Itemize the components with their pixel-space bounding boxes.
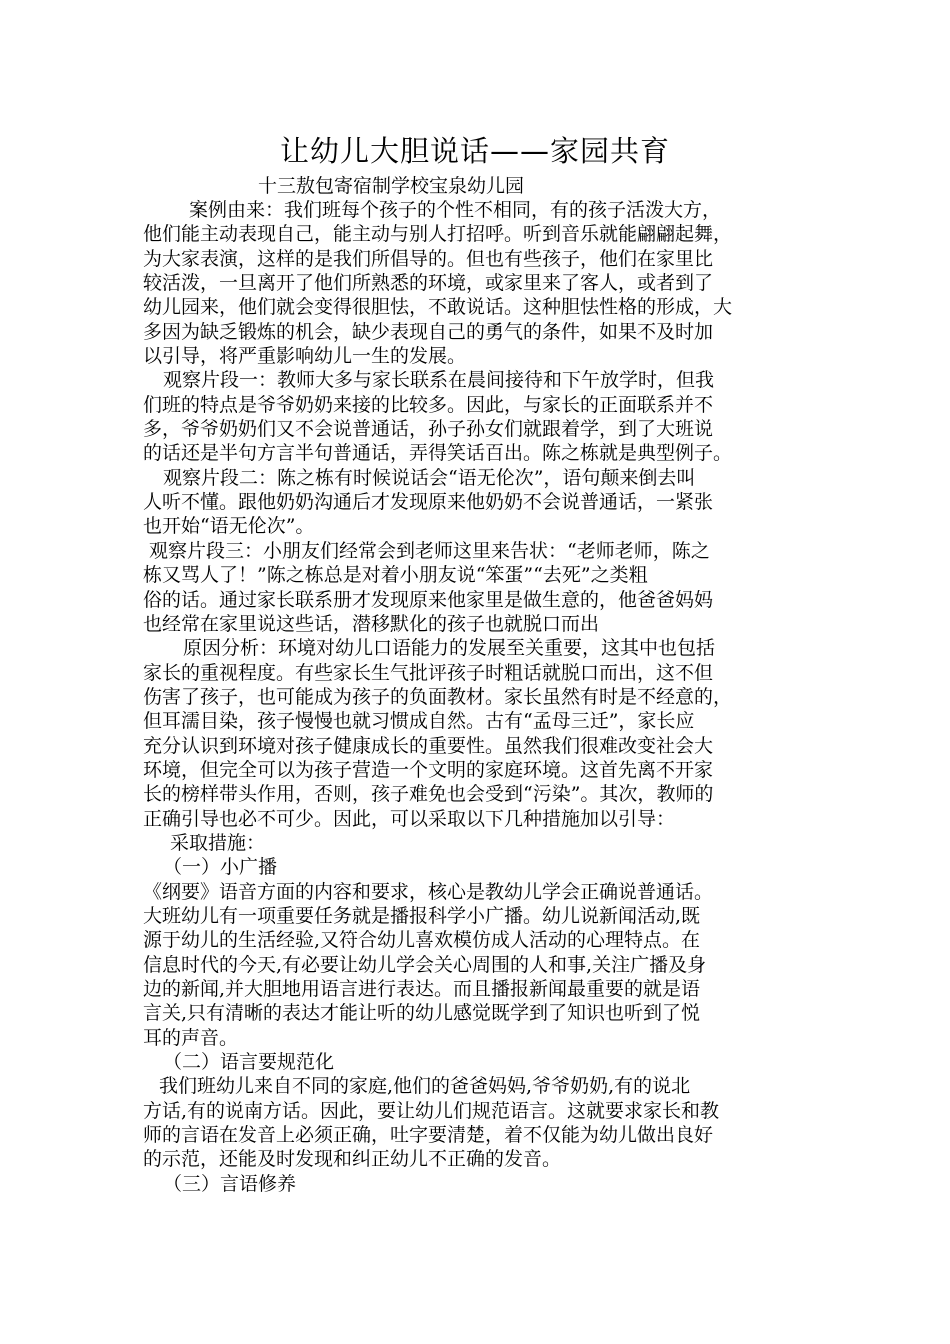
body-line: 较活泼，一旦离开了他们所熟悉的环境，或家里来了客人，或者到了 xyxy=(143,272,714,295)
body-line: 观察片段二：陈之栋有时候说话会“语无伦次”，语句颠来倒去叫 xyxy=(163,466,696,489)
body-line: 源于幼儿的生活经验,又符合幼儿喜欢模仿成人活动的心理特点。在 xyxy=(143,929,701,952)
body-line: 采取措施： xyxy=(170,831,266,854)
body-line: 栋又骂人了！”陈之栋总是对着小朋友说“笨蛋”“去死”之类粗 xyxy=(143,564,648,587)
body-line: 大班幼儿有一项重要任务就是播报科学小广播。幼儿说新闻活动,既 xyxy=(143,904,701,927)
body-line: 幼儿园来，他们就会变得很胆怯，不敢说话。这种胆怯性格的形成，大 xyxy=(143,296,733,319)
body-line: 们班的特点是爷爷奶奶来接的比较多。因此，与家长的正面联系并不 xyxy=(143,393,714,416)
body-line: 俗的话。通过家长联系册才发现原来他家里是做生意的，他爸爸妈妈 xyxy=(143,588,714,611)
document-title: 让幼儿大胆说话——家园共育 xyxy=(279,134,670,168)
body-line: 充分认识到环境对孩子健康成长的重要性。虽然我们很难改变社会大 xyxy=(143,734,714,757)
body-line: （一）小广播 xyxy=(163,856,278,879)
body-line: 的示范，还能及时发现和纠正幼儿不正确的发音。 xyxy=(143,1148,562,1171)
body-line: 但耳濡目染，孩子慢慢也就习惯成自然。古有“孟母三迁”，家长应 xyxy=(143,710,695,733)
body-line: 边的新闻,并大胆地用语言进行表达。而且播报新闻最重要的就是语 xyxy=(143,978,701,1000)
body-line: 观察片段三：小朋友们经常会到老师这里来告状：“老师老师，陈之 xyxy=(149,539,710,562)
body-line: 原因分析：环境对幼儿口语能力的发展至关重要，这其中也包括 xyxy=(183,637,716,660)
body-line: 我们班幼儿来自不同的家庭,他们的爸爸妈妈,爷爷奶奶,有的说北 xyxy=(159,1075,691,1098)
body-line: 伤害了孩子，也可能成为孩子的负面教材。家长虽然有时是不经意的， xyxy=(143,685,733,708)
document-author: 十三敖包寄宿制学校宝泉幼儿园 xyxy=(258,175,525,197)
body-line: 言关,只有清晰的表达才能让听的幼儿感觉既学到了知识也听到了悦 xyxy=(143,1002,701,1025)
body-line: 多因为缺乏锻炼的机会，缺少表现自己的勇气的条件，如果不及时加 xyxy=(143,320,714,343)
body-line: 信息时代的今天,有必要让幼儿学会关心周围的人和事,关注广播及身 xyxy=(143,953,707,976)
body-line: 正确引导也必不可少。因此，可以采取以下几种措施加以引导： xyxy=(143,807,676,830)
body-line: 《纲要》语音方面的内容和要求，核心是教幼儿学会正确说普通话。 xyxy=(143,880,714,903)
body-line: 观察片段一：教师大多与家长联系在晨间接待和下午放学时，但我 xyxy=(163,369,715,392)
body-line: 师的言语在发音上必须正确，吐字要清楚，着不仅能为幼儿做出良好 xyxy=(143,1124,714,1147)
body-line: 多，爷爷奶奶们又不会说普通话，孙子孙女们就跟着学，到了大班说 xyxy=(143,418,714,441)
body-line: 他们能主动表现自己，能主动与别人打招呼。听到音乐就能翩翩起舞， xyxy=(143,223,733,246)
body-line: 人听不懂。跟他奶奶沟通后才发现原来他奶奶不会说普通话，一紧张 xyxy=(143,491,714,514)
body-line: 方话,有的说南方话。因此，要让幼儿们规范语言。这就要求家长和教 xyxy=(143,1099,720,1122)
body-line: （三）言语修养 xyxy=(163,1172,297,1195)
document-body xyxy=(143,198,823,1196)
body-line: 以引导，将严重影响幼儿一生的发展。 xyxy=(143,345,467,368)
body-line: 案例由来：我们班每个孩子的个性不相同，有的孩子活泼大方， xyxy=(189,199,722,221)
body-line: 的话还是半句方言半句普通话，弄得笑话百出。陈之栋就是典型例子。 xyxy=(143,442,733,465)
body-line: 为大家表演，这样的是我们所倡导的。但也有些孩子，他们在家里比 xyxy=(143,247,714,270)
body-line: 长的榜样带头作用，否则，孩子难免也会受到“污染”。其次，教师的 xyxy=(143,783,714,806)
body-line: 家长的重视程度。有些家长生气批评孩子时粗话就脱口而出，这不但 xyxy=(143,661,714,684)
body-line: 也开始“语无伦次”。 xyxy=(143,515,315,538)
body-line: 环境，但完全可以为孩子营造一个文明的家庭环境。这首先离不开家 xyxy=(143,758,714,781)
body-line: 也经常在家里说这些话，潜移默化的孩子也就脱口而出 xyxy=(143,612,600,635)
body-line: 耳的声音。 xyxy=(143,1026,239,1049)
body-line: （二）语言要规范化 xyxy=(163,1051,335,1074)
